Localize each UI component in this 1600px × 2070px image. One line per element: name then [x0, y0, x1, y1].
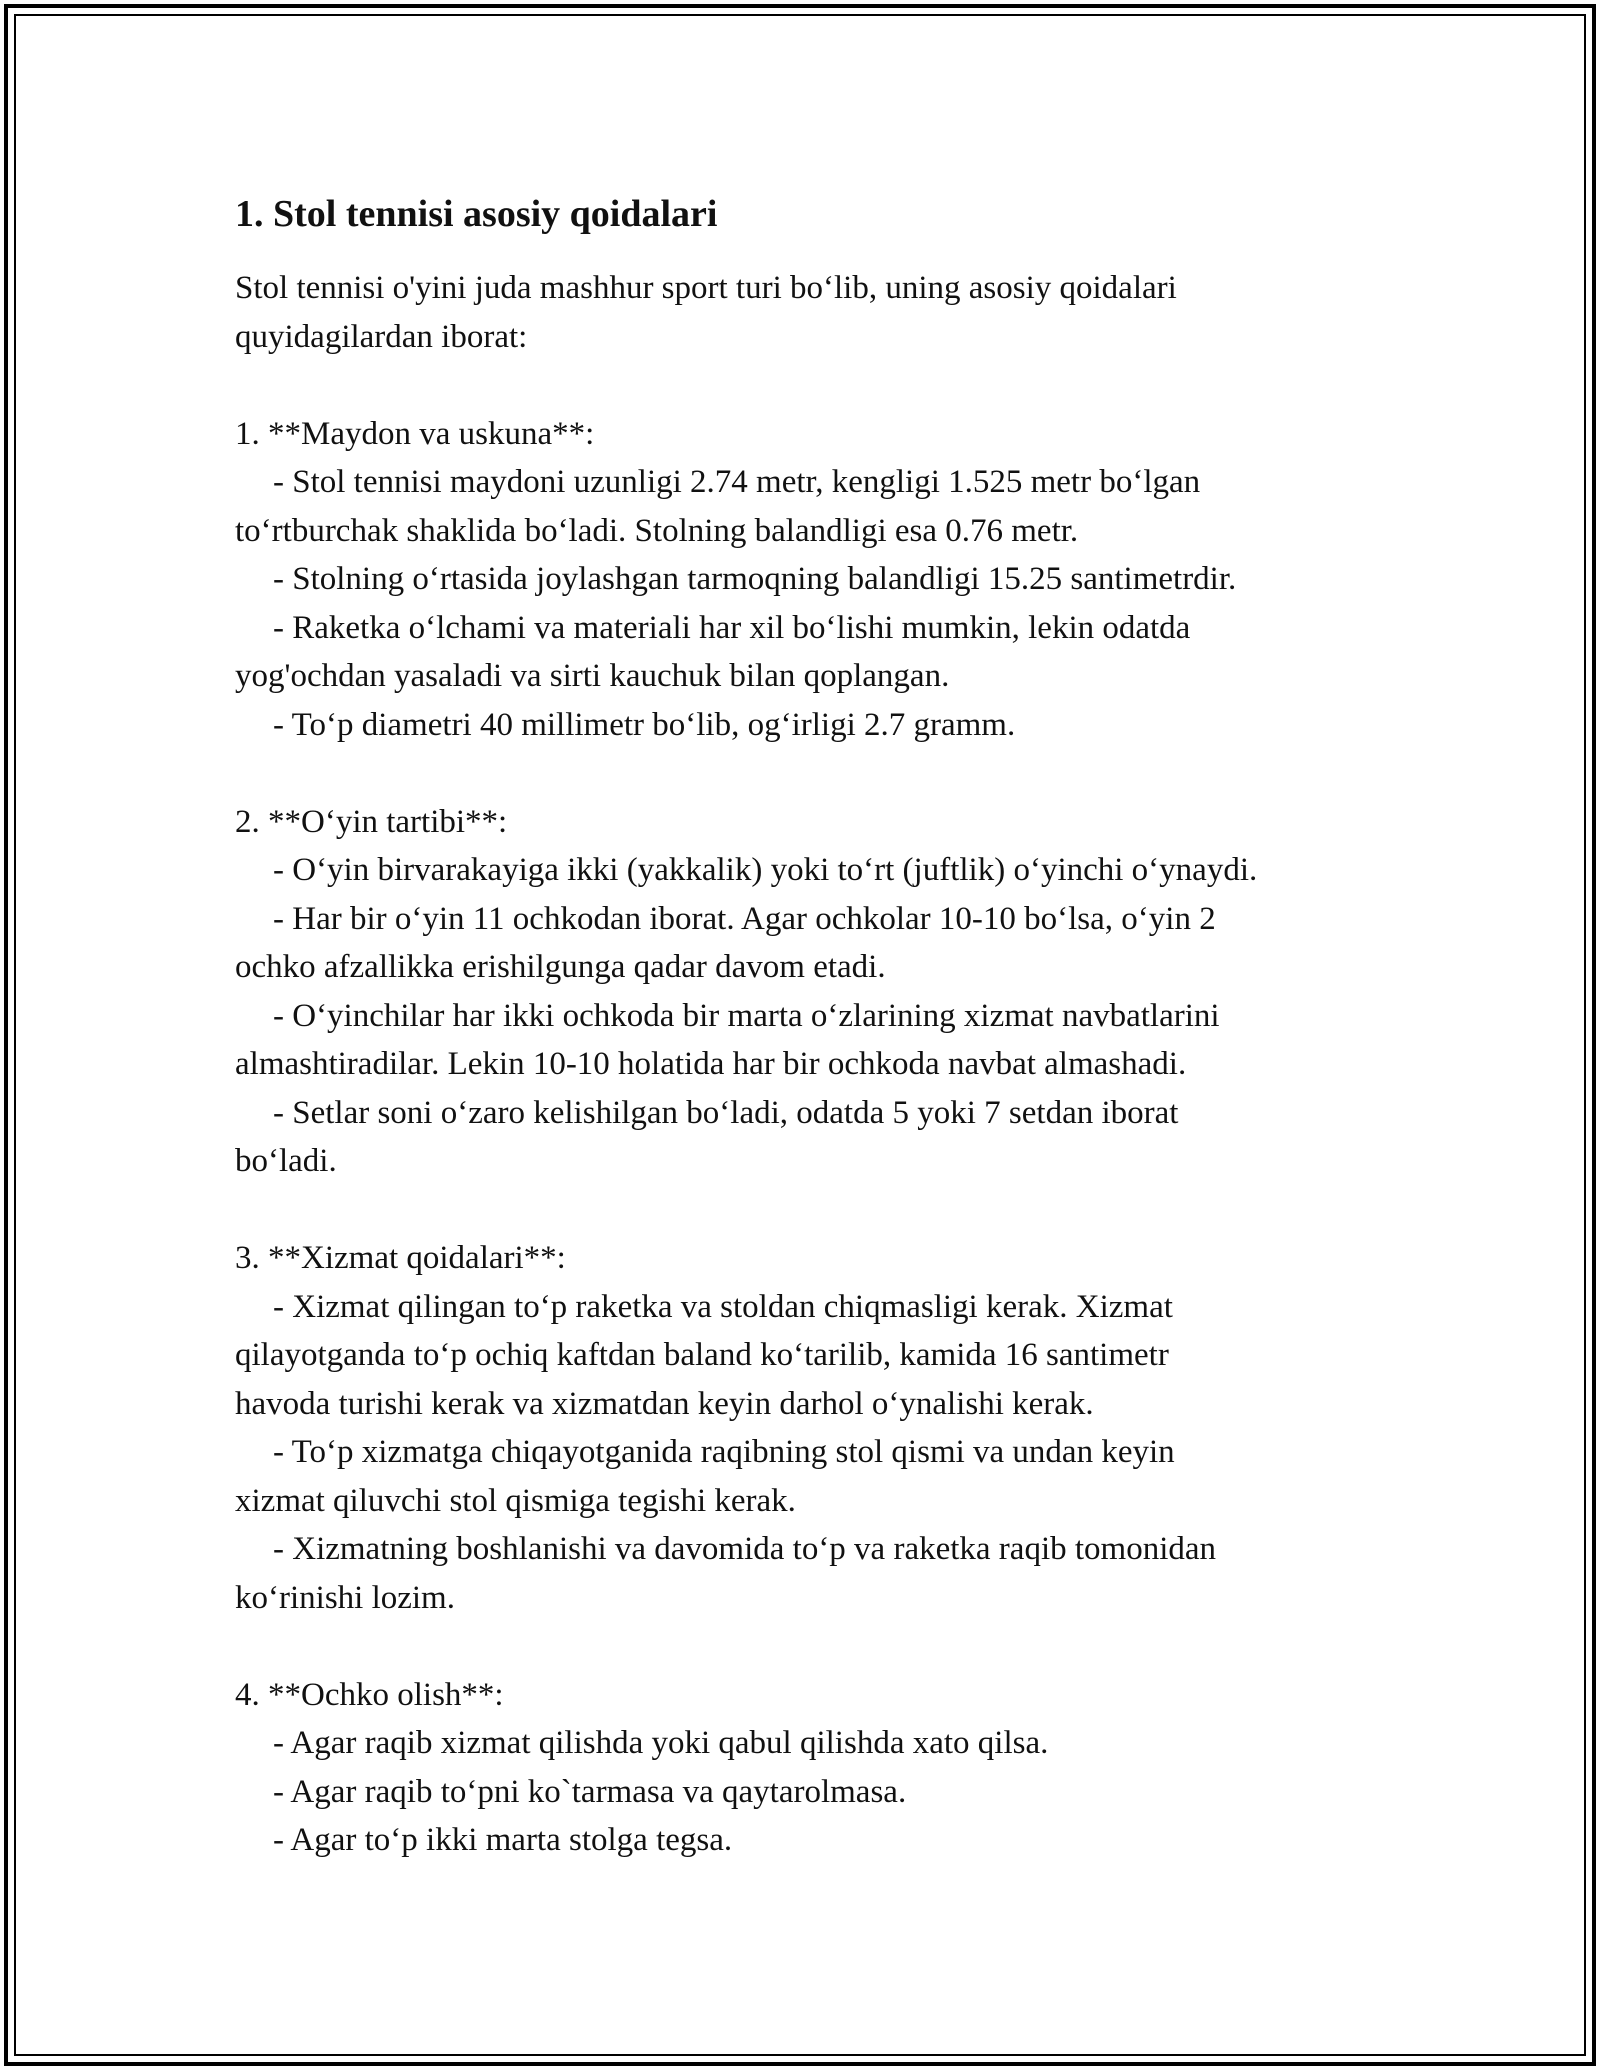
text-line: 3. **Xizmat qoidalari**: — [235, 1240, 566, 1276]
text-line: - Raketka o‘lchami va materiali har xil bo‘lishi mumkin, lekin odatda — [273, 609, 1191, 646]
text-line: - Setlar soni o‘zaro kelishilgan bo‘ladi, odatda 5 yoki 7 setdan iborat — [273, 1094, 1179, 1131]
text-line: - Agar to‘p ikki marta stolga tegsa. — [273, 1822, 733, 1858]
text-line: Stol tennisi o'yini juda mashhur sport turi bo‘lib, uning asosiy qoidalari — [235, 270, 1177, 306]
text-line: - Stolning o‘rtasida joylashgan tarmoqning balandligi 15.25 santimetrdir. — [273, 561, 1237, 597]
text-line: - O‘yinchilar har ikki ochkoda bir marta o‘zlarining xizmat navbatlarini — [273, 997, 1220, 1034]
text-line: - Stol tennisi maydoni uzunligi 2.74 metr, kengligi 1.525 metr bo‘lgan — [273, 464, 1201, 500]
text-line: - Agar raqib to‘pni ko`tarmasa va qaytarolmasa. — [273, 1773, 907, 1810]
text-line: - To‘p xizmatga chiqayotganida raqibning stol qismi va undan keyin — [273, 1434, 1175, 1470]
text-line: qilayotganda to‘p ochiq kaftdan baland ko‘tarilib, kamida 16 santimetr — [235, 1337, 1169, 1373]
page-title: 1. Stol tennisi asosiy qoidalari — [235, 193, 718, 235]
text-line: bo‘ladi. — [235, 1143, 337, 1179]
blank-line — [235, 1622, 1385, 1671]
text-line: xizmat qiluvchi stol qismiga tegishi kerak. — [235, 1482, 796, 1519]
text-line: ochko afzallikka erishilgunga qadar davom etadi. — [235, 949, 886, 985]
text-line: - Agar raqib xizmat qilishda yoki qabul qilishda xato qilsa. — [273, 1725, 1049, 1761]
text-line: almashtiradilar. Lekin 10-10 holatida har bir ochkoda navbat almashadi. — [235, 1046, 1187, 1082]
blank-line — [235, 361, 1385, 410]
text-line: - Xizmatning boshlanishi va davomida to‘p va raketka raqib tomonidan — [273, 1531, 1217, 1567]
text-line: 2. **O‘yin tartibi**: — [235, 803, 508, 840]
text-line: - O‘yin birvarakayiga ikki (yakkalik) yoki to‘rt (juftlik) o‘yinchi o‘ynaydi. — [273, 852, 1258, 888]
text-line: yog'ochdan yasaladi va sirti kauchuk bilan qoplangan. — [235, 658, 950, 694]
text-line: - Har bir o‘yin 11 ochkodan iborat. Agar ochkolar 10-10 bo‘lsa, o‘yin 2 — [273, 900, 1216, 937]
text-line: - Xizmat qilingan to‘p raketka va stoldan chiqmasligi kerak. Xizmat — [273, 1288, 1173, 1325]
text-line: ko‘rinishi lozim. — [235, 1579, 455, 1616]
text-line: - To‘p diametri 40 millimetr bo‘lib, og‘irligi 2.7 gramm. — [273, 706, 1016, 743]
document-page — [235, 190, 1385, 1865]
text-line: havoda turishi kerak va xizmatdan keyin darhol o‘ynalishi kerak. — [235, 1385, 1094, 1422]
blank-line — [235, 1186, 1385, 1235]
blank-line — [235, 749, 1385, 798]
text-line: 1. **Maydon va uskuna**: — [235, 415, 595, 452]
text-line: 4. **Ochko olish**: — [235, 1676, 504, 1713]
text-line: quyidagilardan iborat: — [235, 318, 528, 355]
document-body — [235, 264, 1385, 1865]
text-line: to‘rtburchak shaklida bo‘ladi. Stolning balandligi esa 0.76 metr. — [235, 512, 1079, 549]
